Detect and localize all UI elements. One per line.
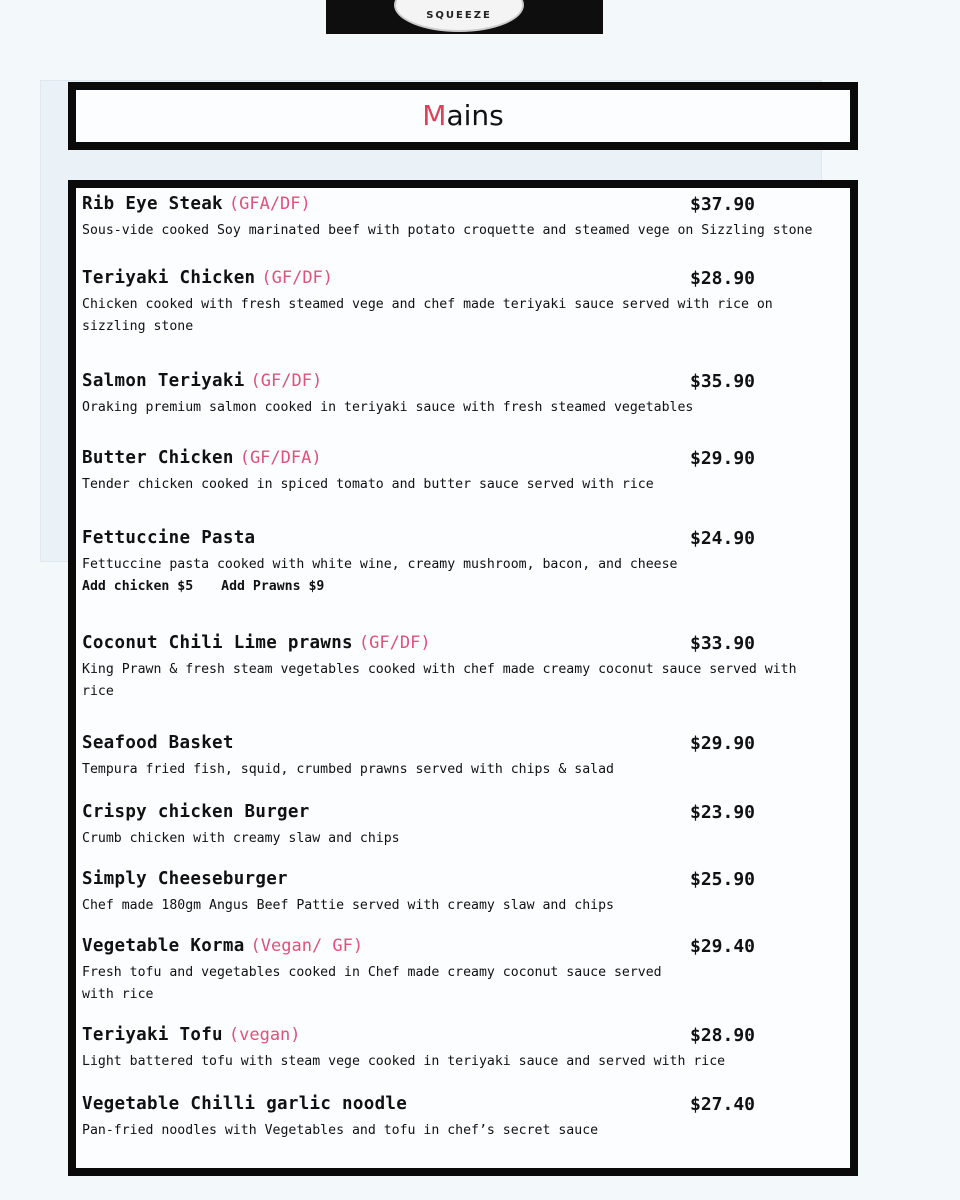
item-diet-tag: (GFA/DF) — [228, 194, 311, 214]
item-price: $33.90 — [690, 633, 756, 654]
item-name: Vegetable Chilli garlic noodle — [82, 1094, 408, 1114]
item-description: Fettuccine pasta cooked with white wine, creamy mushroom, bacon, and cheese — [82, 557, 678, 572]
item-diet-tag: (vegan) — [228, 1025, 301, 1045]
add-on-prawns: Add Prawns $9 — [221, 579, 325, 594]
item-description: Fresh tofu and vegetables cooked in Chef made creamy coconut sauce served with rice — [82, 965, 662, 1002]
item-price: $29.90 — [690, 448, 756, 469]
item-add-ons — [82, 576, 842, 598]
item-name: Simply Cheeseburger — [82, 869, 288, 889]
item-name: Crispy chicken Burger — [82, 802, 310, 822]
item-description: Oraking premium salmon cooked in teriyaki sauce with fresh steamed vegetables — [82, 400, 694, 415]
item-diet-tag: (GF/DF) — [250, 371, 323, 391]
item-name: Butter Chicken — [82, 448, 234, 468]
item-diet-tag: (GF/DFA) — [239, 448, 322, 468]
section-title — [76, 90, 850, 142]
item-diet-tag: (Vegan/ GF) — [250, 936, 364, 956]
menu-item — [82, 194, 842, 242]
menu-item — [82, 448, 842, 496]
item-price: $24.90 — [690, 528, 756, 549]
menu-item — [82, 1025, 842, 1073]
item-price: $29.90 — [690, 733, 756, 754]
menu-item — [82, 1094, 842, 1142]
item-price: $37.90 — [690, 194, 756, 215]
item-price: $27.40 — [690, 1094, 756, 1115]
item-name: Seafood Basket — [82, 733, 234, 753]
item-description: Crumb chicken with creamy slaw and chips — [82, 831, 400, 846]
logo-emblem — [394, 0, 524, 32]
item-name: Teriyaki Chicken — [82, 268, 256, 288]
menu-item — [82, 802, 842, 850]
item-description: Light battered tofu with steam vege cooked in teriyaki sauce and served with rice — [82, 1054, 726, 1069]
menu-item — [82, 936, 842, 1006]
item-description: Pan-fried noodles with Vegetables and tofu in chef’s secret sauce — [82, 1123, 599, 1138]
menu-list — [68, 180, 858, 1176]
item-diet-tag: (GF/DF) — [358, 633, 431, 653]
item-name: Vegetable Korma — [82, 936, 245, 956]
item-description: Sous-vide cooked Soy marinated beef with potato croquette and steamed vege on Sizzling stone — [82, 223, 813, 238]
item-description: Chef made 180gm Angus Beef Pattie served with creamy slaw and chips — [82, 898, 614, 913]
item-price: $28.90 — [690, 268, 756, 289]
add-on-chicken: Add chicken $5 — [82, 579, 194, 594]
item-name: Rib Eye Steak — [82, 194, 223, 214]
item-description: Tender chicken cooked in spiced tomato and butter sauce served with rice — [82, 477, 654, 492]
item-price: $35.90 — [690, 371, 756, 392]
item-name: Fettuccine Pasta — [82, 528, 256, 548]
menu-item — [82, 268, 842, 338]
item-name: Salmon Teriyaki — [82, 371, 245, 391]
item-price: $29.40 — [690, 936, 756, 957]
title-rest: ains — [446, 99, 504, 132]
item-name: Teriyaki Tofu — [82, 1025, 223, 1045]
title-first-letter: M — [422, 99, 447, 132]
logo-text: SQUEEZE — [426, 10, 492, 21]
item-description: Chicken cooked with fresh steamed vege and chef made teriyaki sauce served with rice on sizzling stone — [82, 297, 773, 334]
item-price: $28.90 — [690, 1025, 756, 1046]
menu-item — [82, 633, 842, 703]
item-description: King Prawn & fresh steam vegetables cooked with chef made creamy coconut sauce served with rice — [82, 662, 797, 699]
logo-banner — [326, 0, 603, 34]
menu-item — [82, 528, 842, 598]
item-name: Coconut Chili Lime prawns — [82, 633, 353, 653]
item-description: Tempura fried fish, squid, crumbed prawns served with chips & salad — [82, 762, 614, 777]
menu-item — [82, 371, 842, 419]
item-price: $25.90 — [690, 869, 756, 890]
section-title-box — [68, 82, 858, 150]
item-diet-tag: (GF/DF) — [261, 268, 334, 288]
menu-item — [82, 733, 842, 781]
menu-item — [82, 869, 842, 917]
item-price: $23.90 — [690, 802, 756, 823]
